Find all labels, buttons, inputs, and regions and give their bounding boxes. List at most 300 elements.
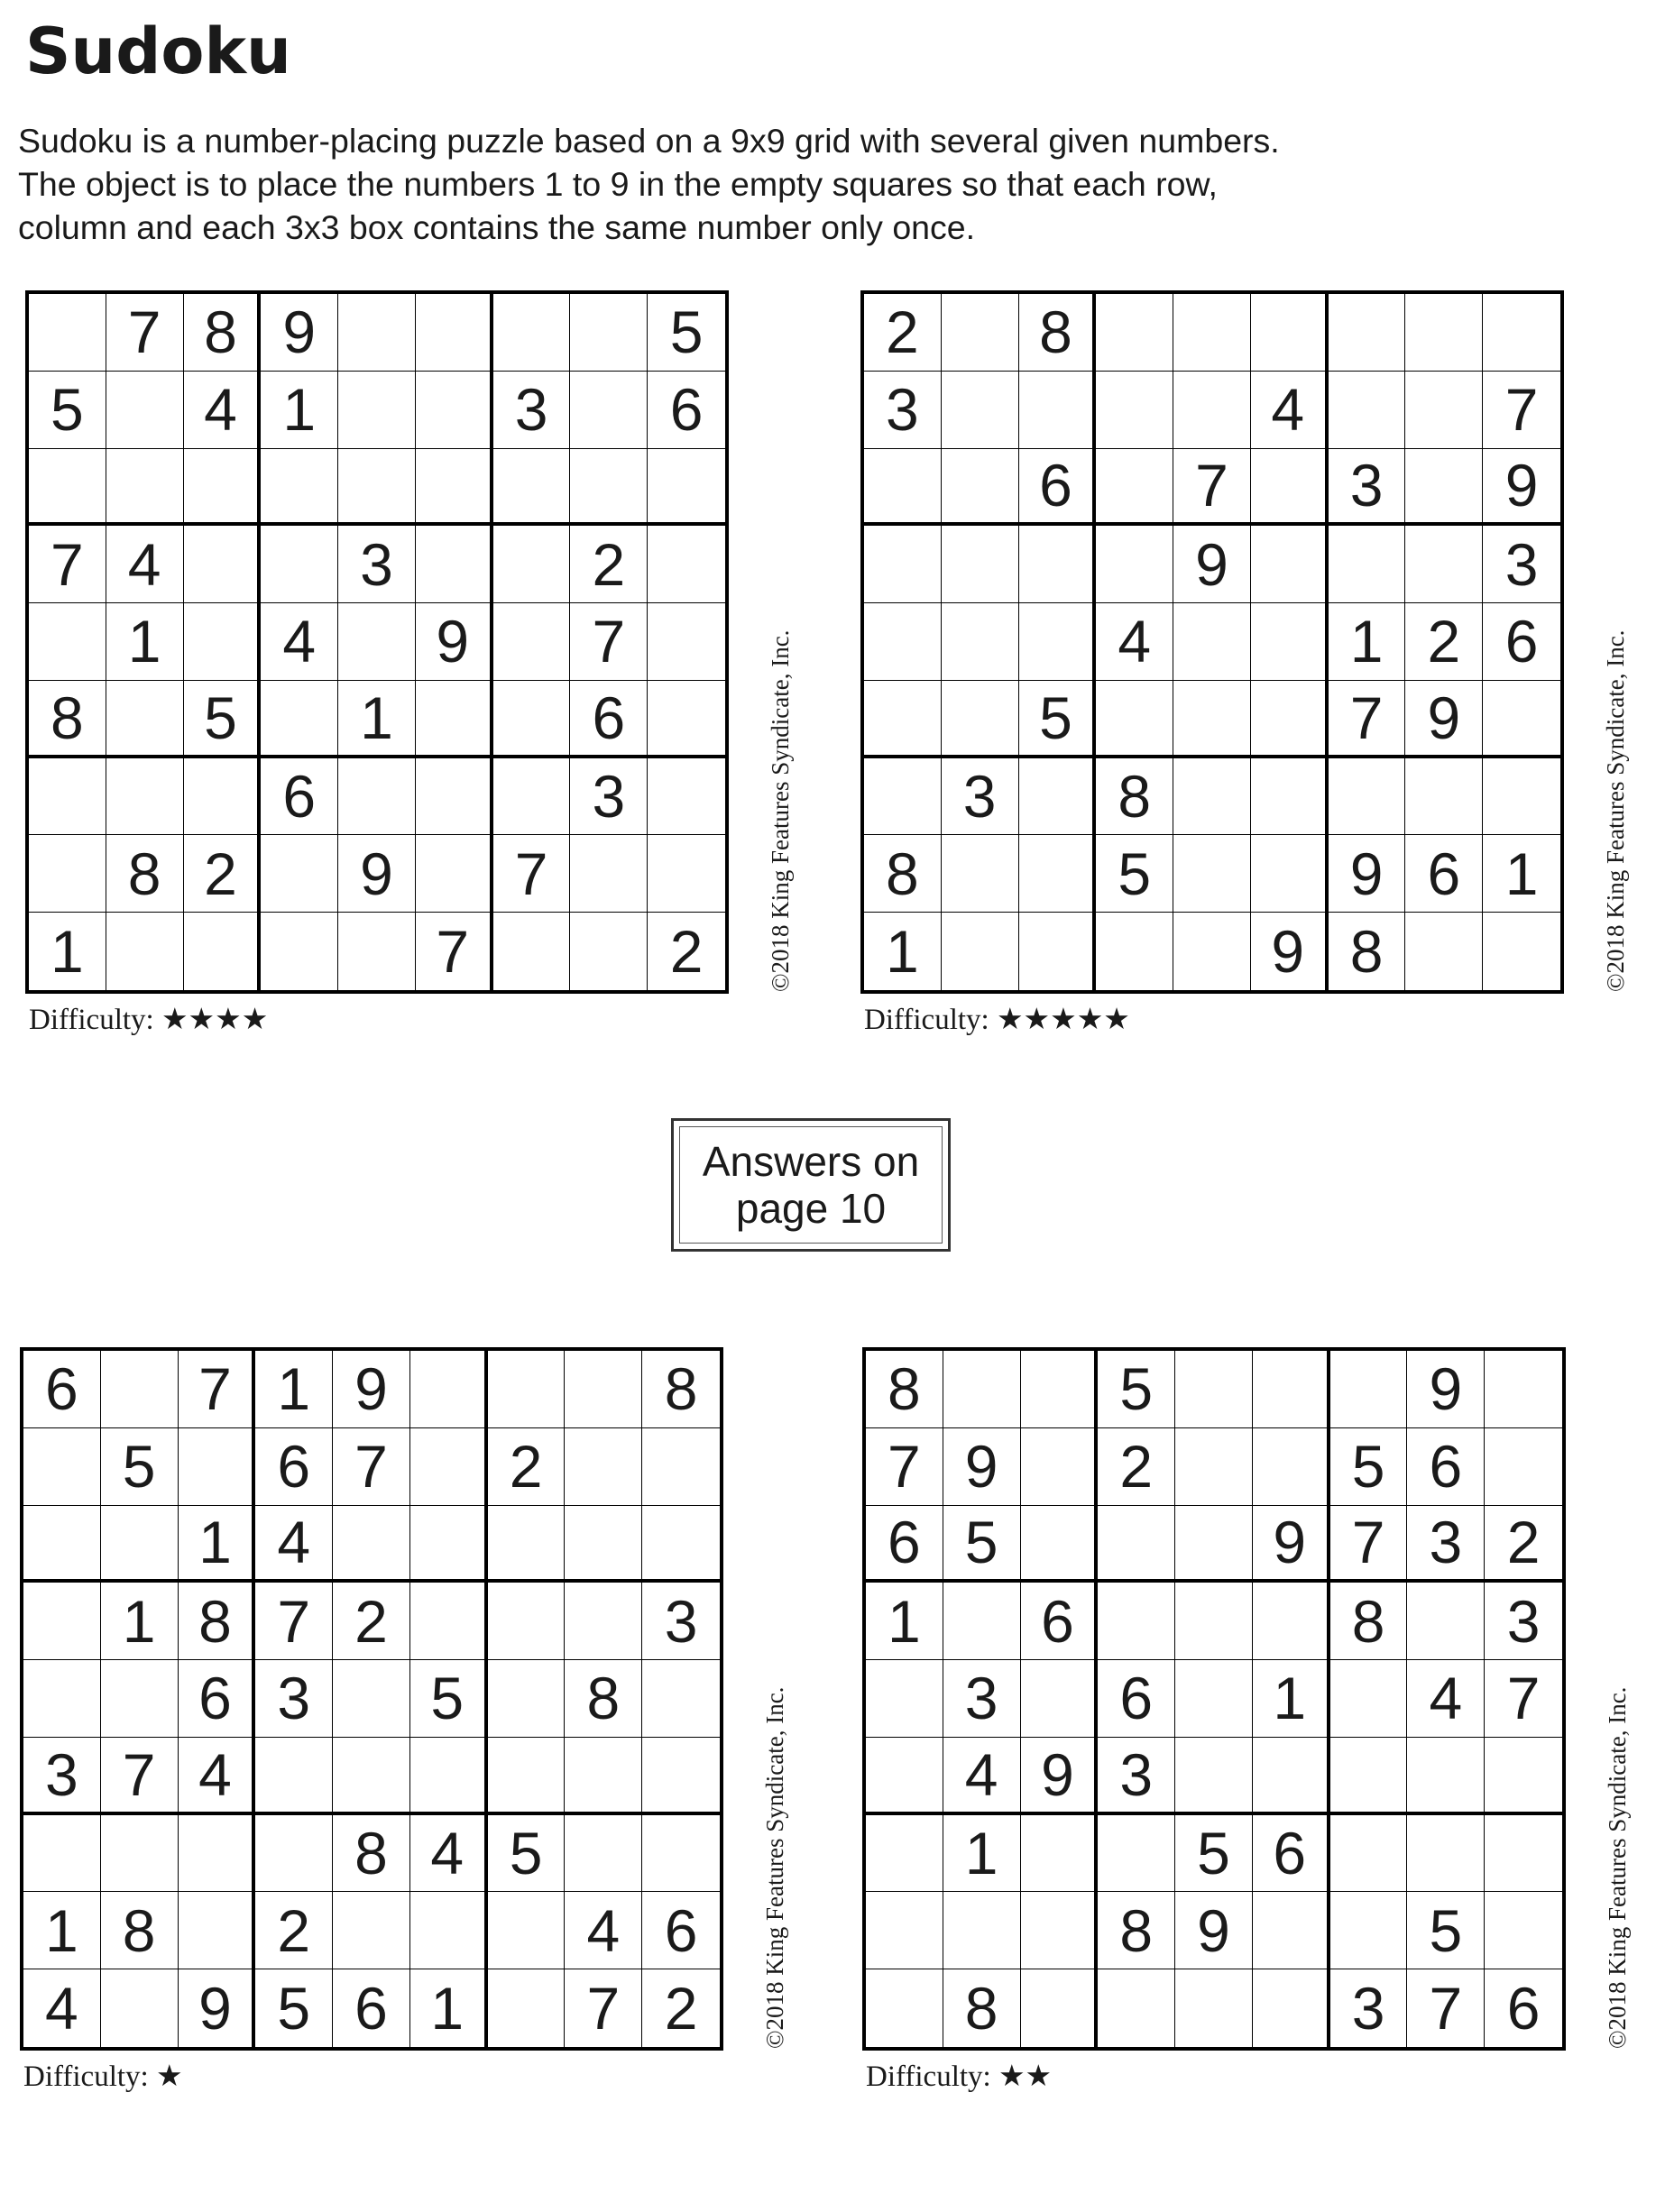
sudoku-cell[interactable]: 8	[184, 294, 262, 372]
sudoku-cell[interactable]	[1019, 526, 1097, 603]
sudoku-cell[interactable]	[1096, 449, 1173, 527]
sudoku-cell[interactable]: 4	[23, 1969, 101, 2047]
sudoku-cell[interactable]	[648, 681, 725, 758]
sudoku-cell[interactable]: 9	[416, 603, 493, 681]
sudoku-cell[interactable]	[1021, 1969, 1099, 2047]
sudoku-cell[interactable]	[1329, 294, 1406, 372]
sudoku-cell[interactable]: 3	[942, 758, 1019, 836]
sudoku-cell[interactable]	[1405, 526, 1483, 603]
sudoku-cell[interactable]: 7	[570, 603, 648, 681]
sudoku-cell[interactable]	[1098, 1969, 1175, 2047]
sudoku-cell[interactable]	[1019, 372, 1097, 449]
sudoku-cell[interactable]: 1	[1253, 1660, 1330, 1738]
sudoku-cell[interactable]: 3	[570, 758, 648, 836]
sudoku-cell[interactable]: 6	[1483, 603, 1560, 681]
sudoku-cell[interactable]: 5	[943, 1506, 1021, 1583]
sudoku-cell[interactable]: 2	[570, 526, 648, 603]
sudoku-cell[interactable]	[1173, 835, 1251, 913]
sudoku-cell[interactable]: 3	[1330, 1969, 1408, 2047]
sudoku-cell[interactable]: 1	[866, 1583, 943, 1660]
sudoku-cell[interactable]	[410, 1738, 488, 1815]
sudoku-cell[interactable]: 7	[101, 1738, 179, 1815]
sudoku-cell[interactable]	[1405, 372, 1483, 449]
sudoku-cell[interactable]	[261, 449, 338, 527]
sudoku-cell[interactable]	[493, 681, 571, 758]
sudoku-cell[interactable]	[1407, 1738, 1485, 1815]
sudoku-cell[interactable]	[488, 1969, 566, 2047]
sudoku-cell[interactable]: 3	[255, 1660, 333, 1738]
sudoku-cell[interactable]	[261, 835, 338, 913]
sudoku-cell[interactable]	[1175, 1969, 1253, 2047]
sudoku-cell[interactable]	[565, 1738, 642, 1815]
sudoku-cell[interactable]	[493, 913, 571, 990]
sudoku-cell[interactable]: 1	[23, 1892, 101, 1969]
sudoku-cell[interactable]	[493, 758, 571, 836]
sudoku-cell[interactable]: 5	[255, 1969, 333, 2047]
sudoku-cell[interactable]: 1	[255, 1351, 333, 1428]
sudoku-cell[interactable]	[29, 758, 106, 836]
sudoku-cell[interactable]	[106, 449, 184, 527]
sudoku-cell[interactable]	[565, 1815, 642, 1893]
sudoku-cell[interactable]: 7	[29, 526, 106, 603]
sudoku-cell[interactable]: 4	[565, 1892, 642, 1969]
sudoku-cell[interactable]	[1251, 603, 1329, 681]
sudoku-cell[interactable]	[864, 526, 942, 603]
sudoku-cell[interactable]: 7	[866, 1428, 943, 1506]
sudoku-cell[interactable]	[488, 1506, 566, 1583]
sudoku-cell[interactable]: 8	[1329, 913, 1406, 990]
sudoku-cell[interactable]: 7	[333, 1428, 410, 1506]
sudoku-cell[interactable]: 6	[1405, 835, 1483, 913]
sudoku-cell[interactable]: 6	[1407, 1428, 1485, 1506]
sudoku-cell[interactable]: 7	[1483, 372, 1560, 449]
sudoku-cell[interactable]	[488, 1660, 566, 1738]
sudoku-cell[interactable]: 7	[1330, 1506, 1408, 1583]
sudoku-cell[interactable]	[29, 294, 106, 372]
sudoku-cell[interactable]	[261, 681, 338, 758]
sudoku-cell[interactable]	[1019, 758, 1097, 836]
sudoku-cell[interactable]	[493, 294, 571, 372]
sudoku-cell[interactable]	[29, 449, 106, 527]
sudoku-cell[interactable]	[1330, 1660, 1408, 1738]
sudoku-cell[interactable]: 8	[866, 1351, 943, 1428]
sudoku-cell[interactable]: 6	[648, 372, 725, 449]
sudoku-cell[interactable]	[942, 449, 1019, 527]
sudoku-cell[interactable]	[1173, 372, 1251, 449]
sudoku-cell[interactable]: 9	[261, 294, 338, 372]
sudoku-cell[interactable]: 8	[1019, 294, 1097, 372]
sudoku-cell[interactable]: 5	[1098, 1351, 1175, 1428]
sudoku-cell[interactable]	[416, 758, 493, 836]
sudoku-cell[interactable]: 9	[1483, 449, 1560, 527]
sudoku-cell[interactable]	[410, 1351, 488, 1428]
sudoku-cell[interactable]: 5	[1407, 1892, 1485, 1969]
sudoku-cell[interactable]: 4	[184, 372, 262, 449]
sudoku-cell[interactable]	[23, 1660, 101, 1738]
sudoku-cell[interactable]: 6	[1506, 1975, 1541, 2042]
sudoku-cell[interactable]: 7	[493, 835, 571, 913]
sudoku-cell[interactable]: 3	[1407, 1506, 1485, 1583]
sudoku-cell[interactable]	[864, 603, 942, 681]
sudoku-cell[interactable]	[1096, 294, 1173, 372]
sudoku-cell[interactable]: 9	[1407, 1351, 1485, 1428]
sudoku-cell[interactable]	[333, 1660, 410, 1738]
sudoku-cell[interactable]	[942, 603, 1019, 681]
sudoku-cell[interactable]	[101, 1815, 179, 1893]
sudoku-cell[interactable]	[642, 1506, 720, 1583]
sudoku-cell[interactable]: 3	[642, 1583, 720, 1660]
sudoku-cell[interactable]: 5	[29, 372, 106, 449]
sudoku-cell[interactable]	[1019, 603, 1097, 681]
sudoku-cell[interactable]	[1173, 681, 1251, 758]
sudoku-cell[interactable]: 6	[179, 1660, 256, 1738]
sudoku-cell[interactable]: 4	[1096, 603, 1173, 681]
sudoku-cell[interactable]	[255, 1815, 333, 1893]
sudoku-cell[interactable]	[1173, 603, 1251, 681]
sudoku-cell[interactable]: 9	[1253, 1506, 1330, 1583]
sudoku-cell[interactable]: 5	[1096, 835, 1173, 913]
sudoku-cell[interactable]: 3	[338, 526, 416, 603]
sudoku-cell[interactable]: 7	[416, 913, 493, 990]
sudoku-cell[interactable]	[1251, 758, 1329, 836]
sudoku-cell[interactable]	[416, 449, 493, 527]
sudoku-cell[interactable]	[101, 1660, 179, 1738]
sudoku-cell[interactable]: 7	[179, 1351, 256, 1428]
sudoku-cell[interactable]	[648, 758, 725, 836]
sudoku-cell[interactable]: 8	[179, 1583, 256, 1660]
sudoku-cell[interactable]: 9	[1021, 1738, 1099, 1815]
sudoku-cell[interactable]	[648, 603, 725, 681]
sudoku-cell[interactable]: 7	[106, 294, 184, 372]
sudoku-cell[interactable]: 4	[1407, 1660, 1485, 1738]
sudoku-cell[interactable]	[1483, 758, 1560, 836]
sudoku-cell[interactable]	[261, 913, 338, 990]
sudoku-cell[interactable]: 1	[1483, 835, 1560, 913]
sudoku-cell[interactable]	[488, 1351, 566, 1428]
sudoku-cell[interactable]	[1253, 1738, 1330, 1815]
sudoku-cell[interactable]: 2	[664, 1975, 698, 2042]
sudoku-cell[interactable]	[1173, 758, 1251, 836]
sudoku-cell[interactable]	[864, 681, 942, 758]
sudoku-cell[interactable]: 2	[1405, 603, 1483, 681]
sudoku-cell[interactable]: 3	[943, 1660, 1021, 1738]
sudoku-cell[interactable]: 9	[1251, 913, 1329, 990]
sudoku-cell[interactable]: 1	[106, 603, 184, 681]
sudoku-cell[interactable]	[942, 526, 1019, 603]
sudoku-cell[interactable]	[1175, 1351, 1253, 1428]
sudoku-cell[interactable]	[942, 372, 1019, 449]
sudoku-cell[interactable]: 1	[179, 1506, 256, 1583]
sudoku-cell[interactable]: 6	[1253, 1815, 1330, 1893]
sudoku-cell[interactable]	[1483, 913, 1560, 990]
sudoku-cell[interactable]	[1021, 1506, 1099, 1583]
sudoku-cell[interactable]	[648, 449, 725, 527]
sudoku-cell[interactable]: 6	[261, 758, 338, 836]
sudoku-cell[interactable]	[565, 1506, 642, 1583]
sudoku-cell[interactable]: 1	[1329, 603, 1406, 681]
sudoku-cell[interactable]	[184, 603, 262, 681]
sudoku-cell[interactable]	[565, 1351, 642, 1428]
sudoku-cell[interactable]: 3	[864, 372, 942, 449]
sudoku-cell[interactable]	[1329, 758, 1406, 836]
sudoku-cell[interactable]: 2	[1098, 1428, 1175, 1506]
sudoku-cell[interactable]: 3	[1485, 1583, 1562, 1660]
sudoku-cell[interactable]: 4	[179, 1738, 256, 1815]
sudoku-cell[interactable]	[1485, 1738, 1562, 1815]
sudoku-cell[interactable]	[261, 526, 338, 603]
sudoku-cell[interactable]	[1098, 1506, 1175, 1583]
sudoku-cell[interactable]	[488, 1892, 566, 1969]
sudoku-cell[interactable]	[1485, 1815, 1562, 1893]
sudoku-cell[interactable]	[416, 835, 493, 913]
sudoku-cell[interactable]	[1407, 1815, 1485, 1893]
sudoku-cell[interactable]	[1096, 526, 1173, 603]
sudoku-cell[interactable]	[179, 1892, 256, 1969]
sudoku-cell[interactable]: 2	[184, 835, 262, 913]
sudoku-cell[interactable]: 8	[1096, 758, 1173, 836]
sudoku-cell[interactable]	[1021, 1660, 1099, 1738]
sudoku-cell[interactable]	[416, 294, 493, 372]
sudoku-cell[interactable]: 6	[23, 1351, 101, 1428]
sudoku-cell[interactable]: 7	[565, 1969, 642, 2047]
sudoku-cell[interactable]	[942, 835, 1019, 913]
sudoku-cell[interactable]	[1329, 372, 1406, 449]
sudoku-cell[interactable]	[23, 1815, 101, 1893]
sudoku-cell[interactable]: 9	[333, 1351, 410, 1428]
sudoku-cell[interactable]: 5	[1019, 681, 1097, 758]
sudoku-cell[interactable]	[1251, 681, 1329, 758]
sudoku-cell[interactable]: 8	[642, 1351, 720, 1428]
sudoku-cell[interactable]	[642, 1738, 720, 1815]
sudoku-cell[interactable]	[1251, 449, 1329, 527]
sudoku-cell[interactable]	[1251, 835, 1329, 913]
sudoku-cell[interactable]	[101, 1351, 179, 1428]
sudoku-cell[interactable]: 1	[338, 681, 416, 758]
sudoku-cell[interactable]: 4	[410, 1815, 488, 1893]
sudoku-cell[interactable]	[866, 1738, 943, 1815]
sudoku-cell[interactable]	[864, 758, 942, 836]
sudoku-cell[interactable]	[410, 1892, 488, 1969]
sudoku-cell[interactable]: 1	[410, 1969, 488, 2047]
sudoku-cell[interactable]	[943, 1892, 1021, 1969]
sudoku-cell[interactable]	[333, 1738, 410, 1815]
sudoku-cell[interactable]	[1096, 913, 1173, 990]
sudoku-cell[interactable]: 9	[1329, 835, 1406, 913]
sudoku-cell[interactable]: 1	[29, 913, 106, 990]
sudoku-cell[interactable]: 3	[1098, 1738, 1175, 1815]
sudoku-cell[interactable]	[648, 835, 725, 913]
sudoku-cell[interactable]	[565, 1428, 642, 1506]
sudoku-cell[interactable]	[416, 681, 493, 758]
sudoku-cell[interactable]: 9	[179, 1969, 256, 2047]
sudoku-cell[interactable]	[410, 1583, 488, 1660]
sudoku-cell[interactable]	[1021, 1428, 1099, 1506]
sudoku-cell[interactable]: 3	[1483, 526, 1560, 603]
sudoku-cell[interactable]: 8	[943, 1969, 1021, 2047]
sudoku-cell[interactable]	[184, 526, 262, 603]
sudoku-cell[interactable]	[106, 913, 184, 990]
sudoku-cell[interactable]	[106, 681, 184, 758]
sudoku-cell[interactable]	[338, 913, 416, 990]
sudoku-cell[interactable]	[1173, 913, 1251, 990]
sudoku-cell[interactable]	[1253, 1583, 1330, 1660]
sudoku-cell[interactable]: 7	[1173, 449, 1251, 527]
sudoku-cell[interactable]: 9	[943, 1428, 1021, 1506]
sudoku-cell[interactable]: 7	[1485, 1660, 1562, 1738]
sudoku-cell[interactable]	[1330, 1351, 1408, 1428]
sudoku-cell[interactable]	[1253, 1428, 1330, 1506]
sudoku-cell[interactable]	[1175, 1660, 1253, 1738]
sudoku-cell[interactable]: 8	[1330, 1583, 1408, 1660]
sudoku-cell[interactable]	[1175, 1583, 1253, 1660]
sudoku-cell[interactable]: 7	[1407, 1969, 1485, 2047]
sudoku-cell[interactable]	[1021, 1351, 1099, 1428]
sudoku-cell[interactable]	[184, 913, 262, 990]
sudoku-cell[interactable]	[866, 1660, 943, 1738]
sudoku-cell[interactable]	[1253, 1969, 1330, 2047]
sudoku-cell[interactable]: 8	[106, 835, 184, 913]
sudoku-cell[interactable]: 6	[570, 681, 648, 758]
sudoku-cell[interactable]	[1251, 526, 1329, 603]
sudoku-cell[interactable]: 2	[864, 294, 942, 372]
sudoku-cell[interactable]: 1	[864, 913, 942, 990]
sudoku-cell[interactable]	[1329, 526, 1406, 603]
sudoku-cell[interactable]	[488, 1738, 566, 1815]
sudoku-cell[interactable]	[943, 1351, 1021, 1428]
sudoku-cell[interactable]	[338, 294, 416, 372]
sudoku-cell[interactable]: 6	[642, 1892, 720, 1969]
sudoku-cell[interactable]: 5	[184, 681, 262, 758]
sudoku-cell[interactable]	[1021, 1892, 1099, 1969]
sudoku-cell[interactable]	[416, 526, 493, 603]
sudoku-cell[interactable]	[410, 1506, 488, 1583]
sudoku-cell[interactable]	[23, 1428, 101, 1506]
sudoku-cell[interactable]	[493, 603, 571, 681]
sudoku-cell[interactable]: 4	[1251, 372, 1329, 449]
sudoku-cell[interactable]	[1485, 1892, 1562, 1969]
sudoku-cell[interactable]	[488, 1583, 566, 1660]
sudoku-cell[interactable]	[1098, 1815, 1175, 1893]
sudoku-cell[interactable]: 9	[1175, 1892, 1253, 1969]
sudoku-cell[interactable]	[338, 603, 416, 681]
sudoku-cell[interactable]: 8	[1098, 1892, 1175, 1969]
sudoku-cell[interactable]: 3	[493, 372, 571, 449]
sudoku-cell[interactable]	[1405, 449, 1483, 527]
sudoku-cell[interactable]	[184, 449, 262, 527]
sudoku-cell[interactable]	[943, 1583, 1021, 1660]
sudoku-cell[interactable]	[1253, 1351, 1330, 1428]
sudoku-cell[interactable]	[570, 913, 648, 990]
sudoku-cell[interactable]	[338, 449, 416, 527]
sudoku-cell[interactable]	[1330, 1738, 1408, 1815]
sudoku-cell[interactable]	[1021, 1815, 1099, 1893]
sudoku-cell[interactable]	[1253, 1892, 1330, 1969]
sudoku-cell[interactable]	[1483, 294, 1560, 372]
sudoku-cell[interactable]	[106, 372, 184, 449]
sudoku-cell[interactable]: 6	[1021, 1583, 1099, 1660]
sudoku-cell[interactable]	[101, 1969, 179, 2047]
sudoku-cell[interactable]: 5	[648, 294, 725, 372]
sudoku-cell[interactable]	[1098, 1583, 1175, 1660]
sudoku-cell[interactable]: 9	[1173, 526, 1251, 603]
sudoku-cell[interactable]: 1	[943, 1815, 1021, 1893]
sudoku-cell[interactable]	[184, 758, 262, 836]
sudoku-cell[interactable]: 2	[333, 1583, 410, 1660]
sudoku-cell[interactable]	[1173, 294, 1251, 372]
sudoku-cell[interactable]	[642, 1660, 720, 1738]
sudoku-cell[interactable]	[1019, 913, 1097, 990]
sudoku-cell[interactable]	[29, 835, 106, 913]
sudoku-cell[interactable]: 9	[338, 835, 416, 913]
sudoku-cell[interactable]	[570, 835, 648, 913]
sudoku-cell[interactable]	[1175, 1738, 1253, 1815]
sudoku-cell[interactable]	[493, 449, 571, 527]
sudoku-cell[interactable]	[642, 1815, 720, 1893]
sudoku-cell[interactable]	[942, 294, 1019, 372]
sudoku-cell[interactable]: 6	[1019, 449, 1097, 527]
sudoku-cell[interactable]	[338, 758, 416, 836]
sudoku-cell[interactable]	[1330, 1815, 1408, 1893]
sudoku-cell[interactable]	[338, 372, 416, 449]
sudoku-cell[interactable]	[1405, 913, 1483, 990]
sudoku-cell[interactable]: 5	[101, 1428, 179, 1506]
sudoku-cell[interactable]	[101, 1506, 179, 1583]
sudoku-cell[interactable]	[493, 526, 571, 603]
sudoku-cell[interactable]	[942, 913, 1019, 990]
sudoku-cell[interactable]	[333, 1892, 410, 1969]
sudoku-cell[interactable]	[23, 1583, 101, 1660]
sudoku-cell[interactable]: 8	[333, 1815, 410, 1893]
sudoku-cell[interactable]: 2	[255, 1892, 333, 1969]
sudoku-cell[interactable]: 5	[410, 1660, 488, 1738]
sudoku-cell[interactable]	[179, 1815, 256, 1893]
sudoku-cell[interactable]: 3	[1329, 449, 1406, 527]
sudoku-cell[interactable]	[1407, 1583, 1485, 1660]
sudoku-cell[interactable]: 8	[864, 835, 942, 913]
sudoku-cell[interactable]	[1405, 758, 1483, 836]
sudoku-cell[interactable]	[570, 294, 648, 372]
sudoku-cell[interactable]	[179, 1428, 256, 1506]
sudoku-cell[interactable]	[1096, 681, 1173, 758]
sudoku-cell[interactable]	[1330, 1892, 1408, 1969]
sudoku-cell[interactable]: 5	[1175, 1815, 1253, 1893]
sudoku-cell[interactable]: 4	[106, 526, 184, 603]
sudoku-cell[interactable]	[642, 1428, 720, 1506]
sudoku-cell[interactable]: 6	[255, 1428, 333, 1506]
sudoku-cell[interactable]: 6	[1098, 1660, 1175, 1738]
sudoku-cell[interactable]: 5	[1330, 1428, 1408, 1506]
sudoku-cell[interactable]	[864, 449, 942, 527]
sudoku-cell[interactable]: 2	[488, 1428, 566, 1506]
sudoku-cell[interactable]	[1405, 294, 1483, 372]
sudoku-cell[interactable]	[1485, 1351, 1562, 1428]
sudoku-cell[interactable]	[416, 372, 493, 449]
sudoku-cell[interactable]	[106, 758, 184, 836]
sudoku-cell[interactable]	[29, 603, 106, 681]
sudoku-cell[interactable]	[866, 1815, 943, 1893]
sudoku-cell[interactable]: 8	[29, 681, 106, 758]
sudoku-cell[interactable]	[648, 526, 725, 603]
sudoku-cell[interactable]: 2	[1485, 1506, 1562, 1583]
sudoku-cell[interactable]: 6	[333, 1969, 410, 2047]
sudoku-cell[interactable]: 5	[488, 1815, 566, 1893]
sudoku-cell[interactable]	[333, 1506, 410, 1583]
sudoku-cell[interactable]	[410, 1428, 488, 1506]
sudoku-cell[interactable]: 9	[1405, 681, 1483, 758]
sudoku-cell[interactable]: 3	[23, 1738, 101, 1815]
sudoku-cell[interactable]	[1019, 835, 1097, 913]
sudoku-cell[interactable]: 1	[101, 1583, 179, 1660]
